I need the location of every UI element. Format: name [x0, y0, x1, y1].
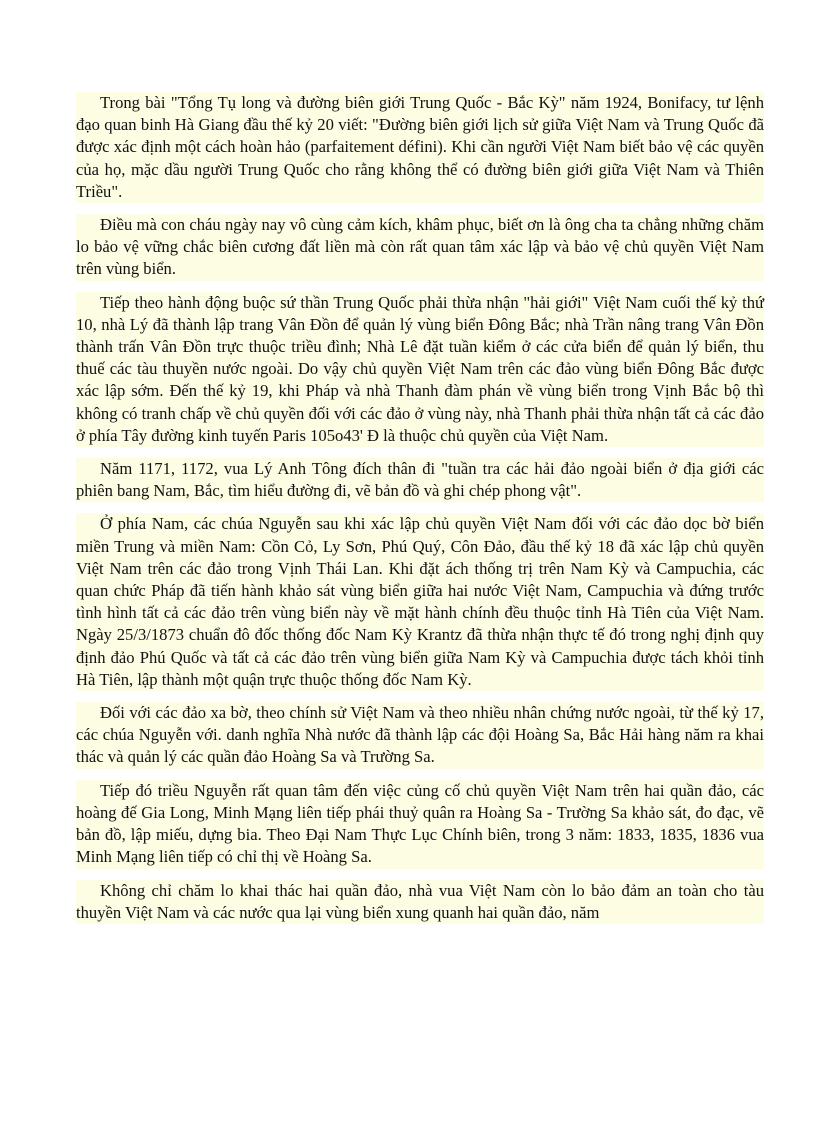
- paragraph-van-don-northeast: Tiếp theo hành động buộc sứ thần Trung Quốc phải thừa nhận "hải giới" Việt Nam cuối thế kỷ thứ 10, nhà Lý đã thành lập trang Vân Đồn để quản lý vùng biển Đông Bắc; nhà Trần nâng trang Vân Đồn thành trấn Vân Đồn trực thuộc triều đình; Nhà Lê đặt tuần kiểm ở các cửa biển để quản lý biển, thu thuế các tàu thuyền nước ngoài. Do vậy chủ quyền Việt Nam trên các đảo vùng biển Đông Bắc được xác lập sớm. Đến thế kỷ 19, khi Pháp và nhà Thanh đàm phán về vùng biển trong Vịnh Bắc bộ thì không có tranh chấp về chủ quyền đối với các đảo ở vùng này, nhà Thanh phải thừa nhận tất cả các đảo ở phía Tây đường kinh tuyến Paris 105o43' Đ là thuộc chủ quyền của Việt Nam.: [76, 292, 764, 447]
- paragraph-nguyen-dynasty: Tiếp đó triều Nguyễn rất quan tâm đến việc củng cố chủ quyền Việt Nam trên hai quần đảo, các hoàng đế Gia Long, Minh Mạng liên tiếp phái thuỷ quân ra Hoàng Sa - Trường Sa khảo sát, đo đạc, vẽ bản đồ, lập miếu, dựng bia. Theo Đại Nam Thực Lục Chính biên, trong 3 năm: 1833, 1835, 1836 vua Minh Mạng liên tiếp có chỉ thị về Hoàng Sa.: [76, 780, 764, 869]
- paragraph-southern-islands: Ở phía Nam, các chúa Nguyễn sau khi xác lập chủ quyền Việt Nam đối với các đảo dọc bờ biển miền Trung và miền Nam: Cồn Cỏ, Ly Sơn, Phú Quý, Côn Đảo, đầu thế kỷ 18 đã xác lập chủ quyền Việt Nam trên các đảo trong Vịnh Thái Lan. Khi đặt ách thống trị trên Nam Kỳ và Campuchia, các quan chức Pháp đã tiến hành khảo sát vùng biển giữa hai nước Việt Nam, Campuchia và đứng trước tình hình tất cả các đảo trên vùng biển này về mặt hành chính đều thuộc tỉnh Hà Tiên của Việt Nam. Ngày 25/3/1873 chuẩn đô đốc thống đốc Nam Kỳ Krantz đã thừa nhận thực tế đó trong nghị định quy định đảo Phú Quốc và tất cả các đảo trên vùng biển giữa Nam Kỳ và Campuchia được tách khỏi tỉnh Hà Tiên, lập thành một quận trực thuộc thống đốc Nam Kỳ.: [76, 513, 764, 691]
- paragraph-bonifacy-quote: Trong bài "Tổng Tụ long và đường biên giới Trung Quốc - Bắc Kỳ" năm 1924, Bonifacy, tư lệnh đạo quan binh Hà Giang đầu thế kỷ 20 viết: "Đường biên giới lịch sử giữa Việt Nam và Trung Quốc đã được xác định một cách hoàn hảo (parfaitement défini). Khi cần người Việt Nam biết bảo vệ các quyền của họ, mặc dầu người Trung Quốc cho rằng không thể có đường biên giới giữa Việt Nam và Thiên Triều".: [76, 92, 764, 203]
- paragraph-offshore-islands: Đối với các đảo xa bờ, theo chính sử Việt Nam và theo nhiều nhân chứng nước ngoài, từ thế kỷ 17, các chúa Nguyễn với. danh nghĩa Nhà nước đã thành lập các đội Hoàng Sa, Bắc Hải hàng năm ra khai thác và quản lý các quần đảo Hoàng Sa và Trường Sa.: [76, 702, 764, 769]
- document-page: [76, 92, 764, 935]
- paragraph-ancestors-gratitude: Điều mà con cháu ngày nay vô cùng cảm kích, khâm phục, biết ơn là ông cha ta chẳng những chăm lo bảo vệ vững chắc biên cương đất liền mà còn rất quan tâm xác lập và bảo vệ chủ quyền Việt Nam trên vùng biển.: [76, 214, 764, 281]
- paragraph-maritime-safety: Không chỉ chăm lo khai thác hai quần đảo, nhà vua Việt Nam còn lo bảo đảm an toàn cho tàu thuyền Việt Nam và các nước qua lại vùng biển xung quanh hai quần đảo, năm: [76, 880, 764, 924]
- paragraph-ly-anh-tong-patrol: Năm 1171, 1172, vua Lý Anh Tông đích thân đi "tuần tra các hải đảo ngoài biển ở địa giới các phiên bang Nam, Bắc, tìm hiểu đường đi, vẽ bản đồ và ghi chép phong vật".: [76, 458, 764, 502]
